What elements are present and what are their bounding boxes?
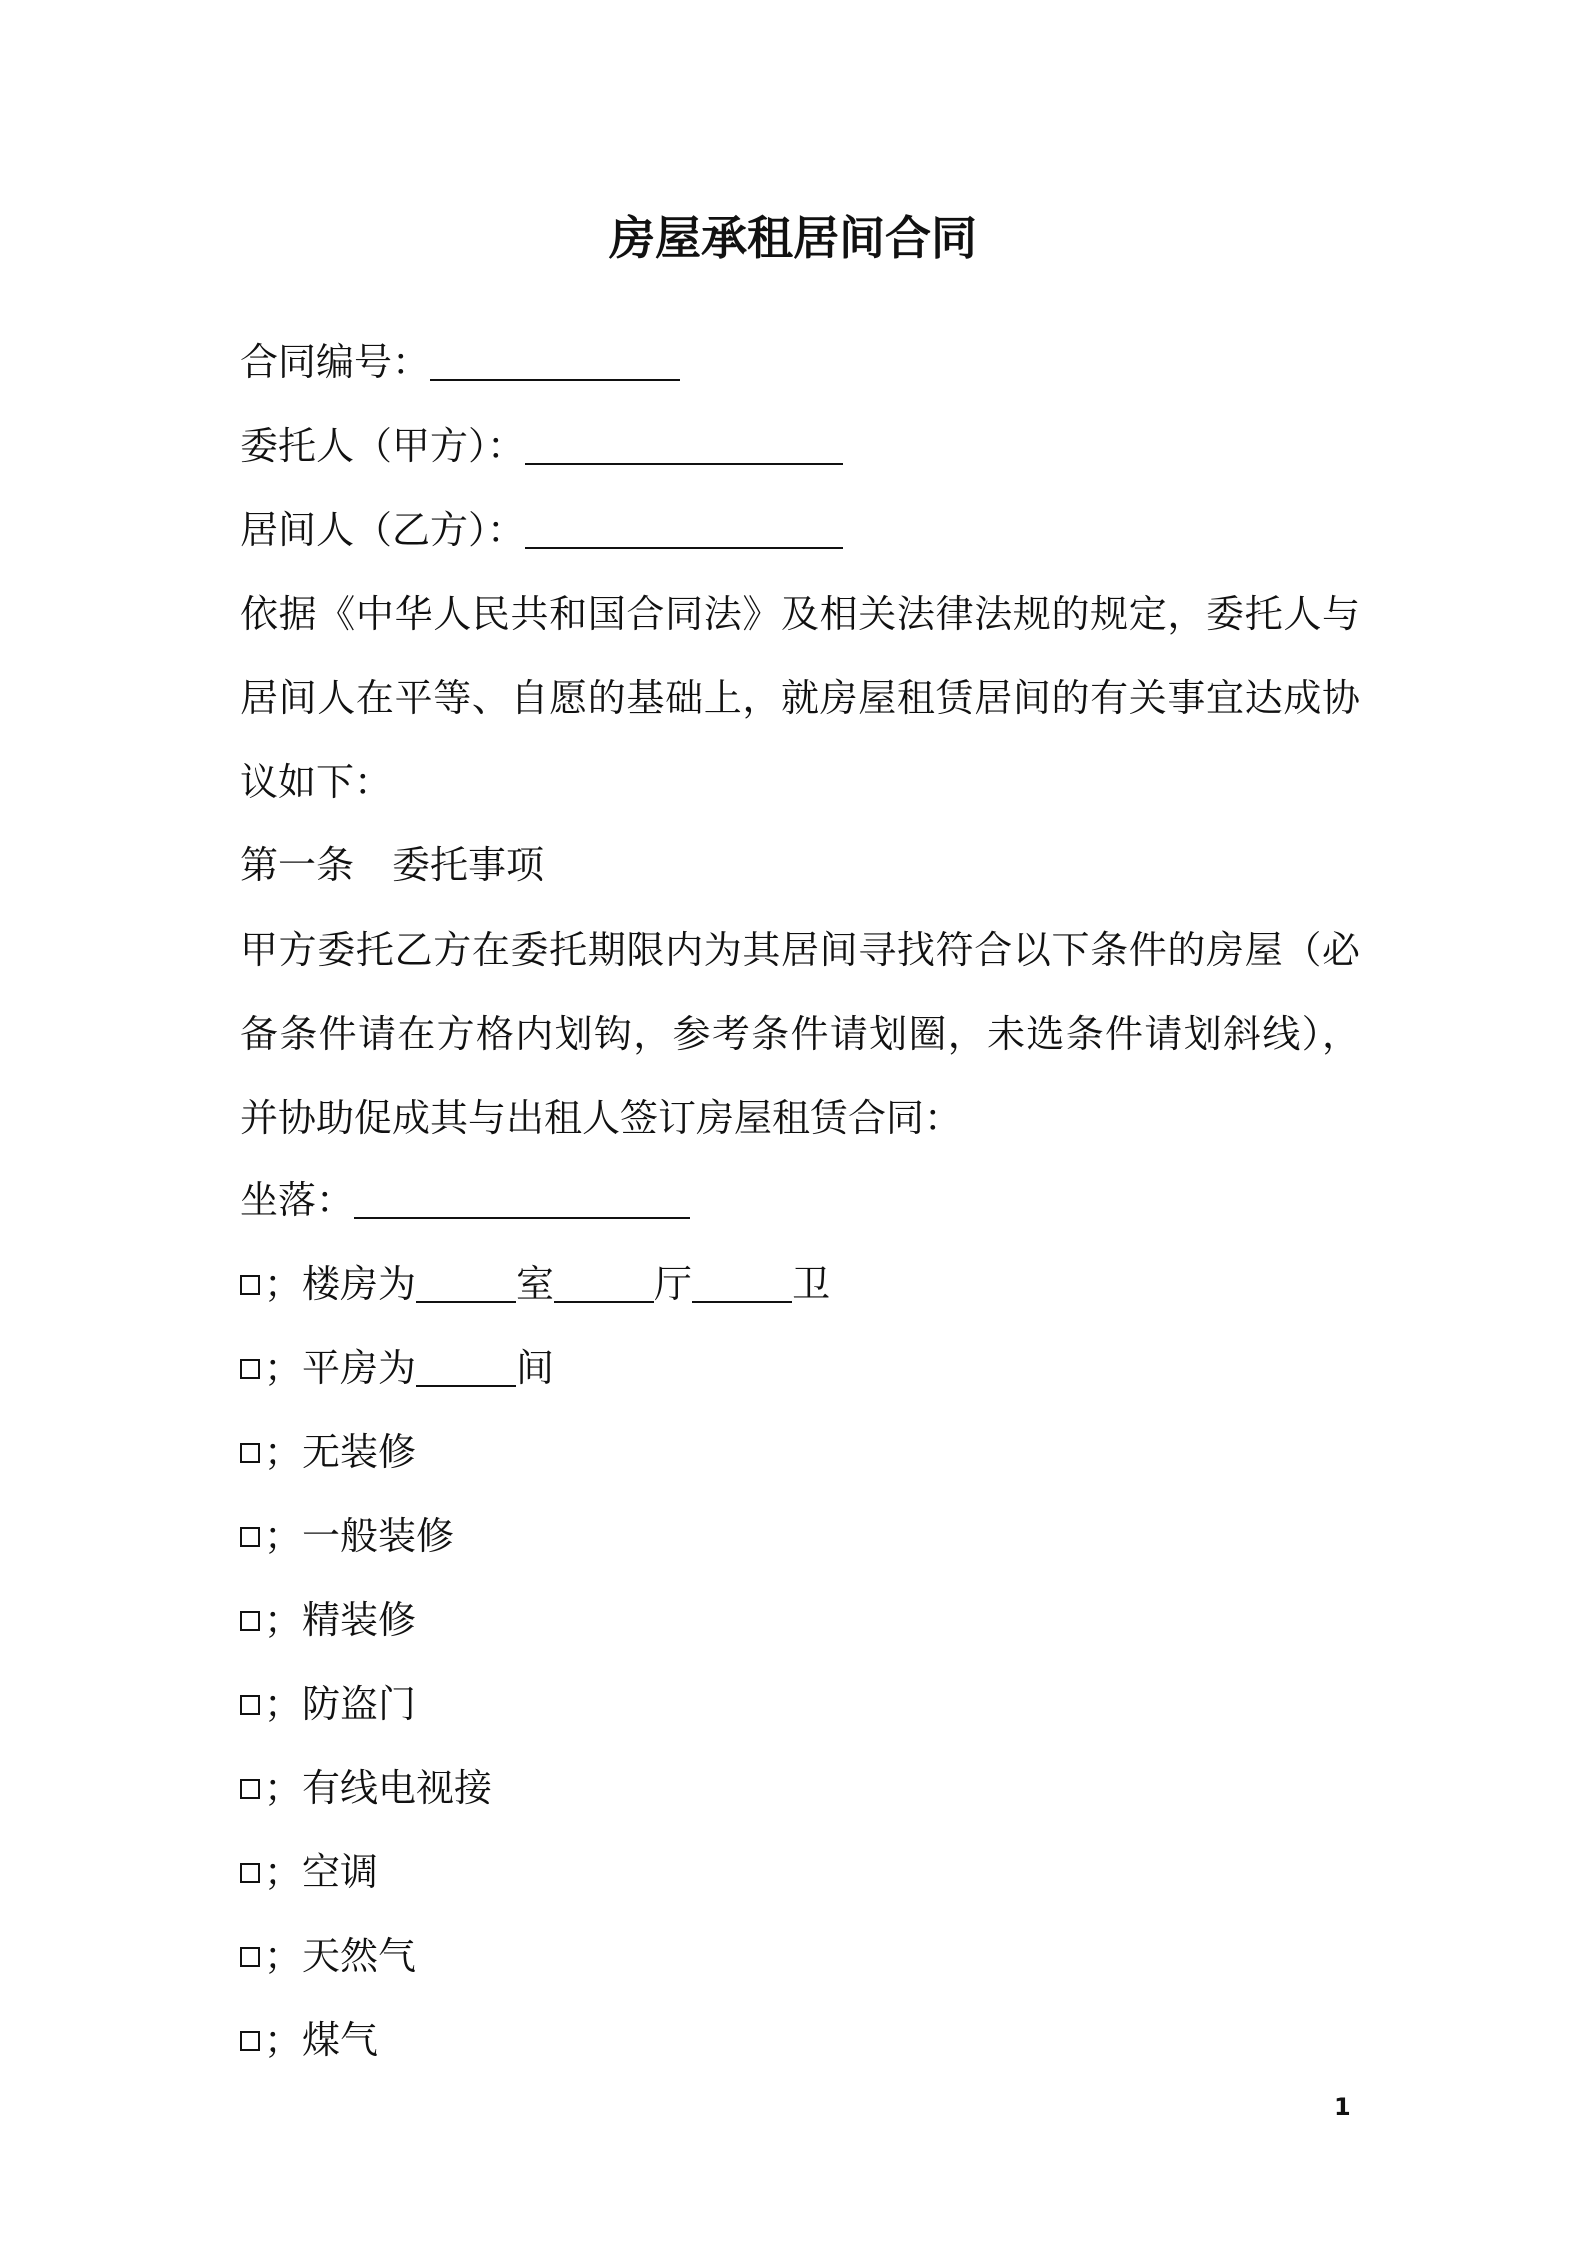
checkbox-bungalow[interactable] xyxy=(240,1359,260,1379)
bungalow-label: 平房为 xyxy=(302,1346,417,1390)
option-security-door: ；防盗门 xyxy=(240,1678,416,1730)
location-blank xyxy=(354,1177,690,1219)
option-label: 一般装修 xyxy=(302,1514,455,1558)
location-label: 坐落： xyxy=(240,1178,355,1222)
location-line xyxy=(240,1174,690,1226)
article-1-title: 第一条 委托事项 xyxy=(240,843,545,887)
option-building: ；楼房为 室 厅 卫 xyxy=(240,1258,830,1310)
option-fine-decoration: ；精装修 xyxy=(240,1594,416,1646)
checkbox-security-door[interactable] xyxy=(240,1695,260,1715)
page-number: 1 xyxy=(1334,2093,1351,2121)
option-label: 天然气 xyxy=(302,1934,417,1978)
option-coal-gas: ；煤气 xyxy=(240,2014,378,2066)
contract-number-label: 合同编号： xyxy=(240,340,431,384)
checkbox-fine-decoration[interactable] xyxy=(240,1611,260,1631)
option-label: 防盗门 xyxy=(302,1682,417,1726)
option-label: 精装修 xyxy=(302,1598,417,1642)
party-b-label: 居间人（乙方）： xyxy=(240,508,526,552)
contract-number-line xyxy=(240,336,680,388)
baths-blank xyxy=(692,1261,792,1303)
halls-blank xyxy=(554,1261,654,1303)
option-air-conditioner: ；空调 xyxy=(240,1846,378,1898)
option-cable-tv: ；有线电视接 xyxy=(240,1762,492,1814)
checkbox-no-decoration[interactable] xyxy=(240,1443,260,1463)
option-label: 煤气 xyxy=(302,2018,379,2062)
building-label: 楼房为 xyxy=(302,1262,417,1306)
party-a-line xyxy=(240,420,843,472)
option-label: 无装修 xyxy=(302,1430,417,1474)
option-general-decoration: ；一般装修 xyxy=(240,1510,454,1562)
rooms-blank xyxy=(416,1261,516,1303)
party-b-line xyxy=(240,504,843,556)
option-bungalow: ；平房为 间 xyxy=(240,1342,554,1394)
checkbox-cable-tv[interactable] xyxy=(240,1779,260,1799)
bungalow-unit: 间 xyxy=(516,1346,555,1390)
option-natural-gas: ；天然气 xyxy=(240,1930,416,1982)
checkbox-general-decoration[interactable] xyxy=(240,1527,260,1547)
party-a-label: 委托人（甲方）： xyxy=(240,424,526,468)
preamble-paragraph: 依据《中华人民共和国合同法》及相关法律法规的规定，委托人与居间人在平等、自愿的基础上，就房屋租赁居间的有关事宜达成协议如下： xyxy=(240,592,1360,804)
article-1-body: 甲方委托乙方在委托期限内为其居间寻找符合以下条件的房屋（必备条件请在方格内划钩，参考条件请划圈，未选条件请划斜线），并协助促成其与出租人签订房屋租赁合同： xyxy=(240,928,1360,1140)
document-title: 房屋承租居间合同 xyxy=(609,211,977,265)
hall-unit: 厅 xyxy=(654,1262,693,1306)
party-b-blank xyxy=(525,507,843,549)
contract-number-blank xyxy=(430,339,680,381)
checkbox-building[interactable] xyxy=(240,1275,260,1295)
party-a-blank xyxy=(525,423,843,465)
room-unit: 室 xyxy=(516,1262,555,1306)
checkbox-coal-gas[interactable] xyxy=(240,2031,260,2051)
option-label: 有线电视接 xyxy=(302,1766,493,1810)
checkbox-natural-gas[interactable] xyxy=(240,1947,260,1967)
option-no-decoration: ；无装修 xyxy=(240,1426,416,1478)
option-label: 空调 xyxy=(302,1850,379,1894)
bath-unit: 卫 xyxy=(792,1262,831,1306)
bungalow-rooms-blank xyxy=(416,1345,516,1387)
checkbox-air-conditioner[interactable] xyxy=(240,1863,260,1883)
